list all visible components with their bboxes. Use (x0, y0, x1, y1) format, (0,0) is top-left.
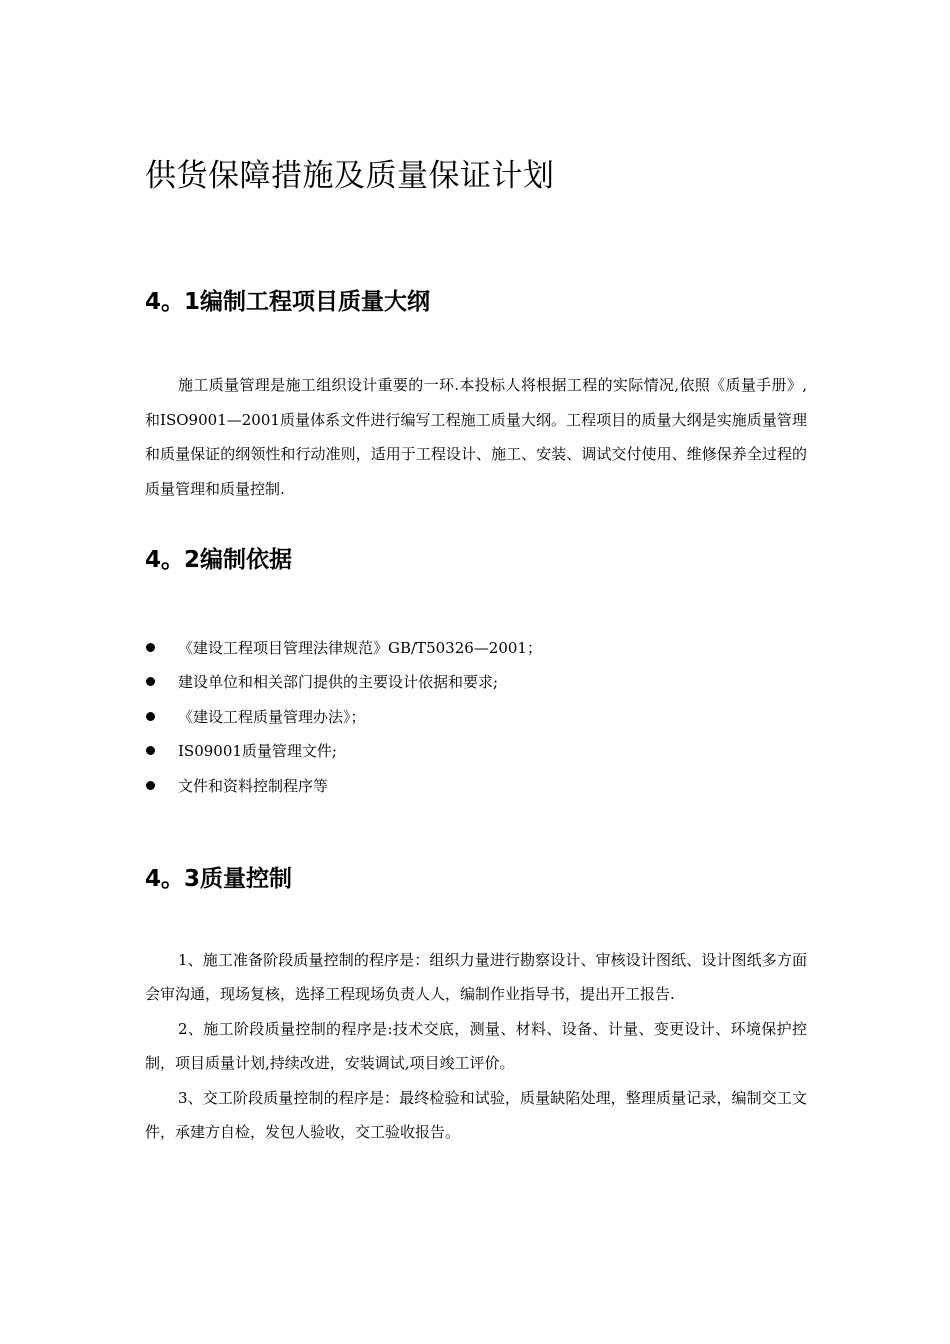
bullet-icon (146, 746, 155, 755)
document-title: 供货保障措施及质量保证计划 (145, 158, 555, 194)
list-item-text: 文件和资料控制程序等 (178, 776, 329, 795)
quality-control-steps (145, 943, 807, 1150)
bullet-icon (146, 712, 155, 721)
list-item-text: IS09001质量管理文件; (178, 742, 337, 761)
list-item (145, 665, 807, 700)
list-item (145, 630, 807, 665)
section-4-1-paragraph: 施工质量管理是施工组织设计重要的一环.本投标人将根据工程的实际情况,依照《质量手册》,和ISO9001—2001质量体系文件进行编写工程施工质量大纲。工程项目的质量大纲是实施质量管理和质量保证的纲领性和行动准则，适用于工程设计、施工、安装、调试交付使用、维修保养全过程的质量管理和质量控制. (145, 376, 807, 498)
list-item-text: 《建设工程项目管理法律规范》GB/T50326—2001； (178, 638, 542, 657)
basis-bullet-list (145, 630, 807, 803)
list-item-text: 建设单位和相关部门提供的主要设计依据和要求; (178, 673, 499, 692)
bullet-icon (146, 677, 155, 686)
bullet-icon (146, 643, 155, 652)
document-body (145, 150, 807, 1150)
list-item (145, 768, 807, 803)
step-paragraph-2: 2、施工阶段质量控制的程序是:技术交底，测量、材料、设备、计量、变更设计、环境保护控制，项目质量计划,持续改进，安装调试,项目竣工评价。 (145, 1019, 807, 1072)
list-item-text: 《建设工程质量管理办法》； (178, 707, 366, 726)
section-heading-4-3: 4。3质量控制 (145, 865, 293, 892)
list-item (145, 734, 807, 769)
step-paragraph-1: 1、施工准备阶段质量控制的程序是：组织力量进行勘察设计、审核设计图纸、设计图纸多方面会审沟通，现场复核，选择工程现场负责人人，编制作业指导书，提出开工报告. (145, 950, 807, 1003)
section-heading-4-2: 4。2编制依据 (145, 547, 293, 573)
bullet-icon (146, 781, 155, 790)
list-item (145, 699, 807, 734)
section-heading-4-1: 4。1编制工程项目质量大纲 (145, 289, 431, 315)
step-paragraph-3: 3、交工阶段质量控制的程序是：最终检验和试验，质量缺陷处理，整理质量记录，编制交工文件，承建方自检，发包人验收，交工验收报告。 (145, 1088, 807, 1141)
